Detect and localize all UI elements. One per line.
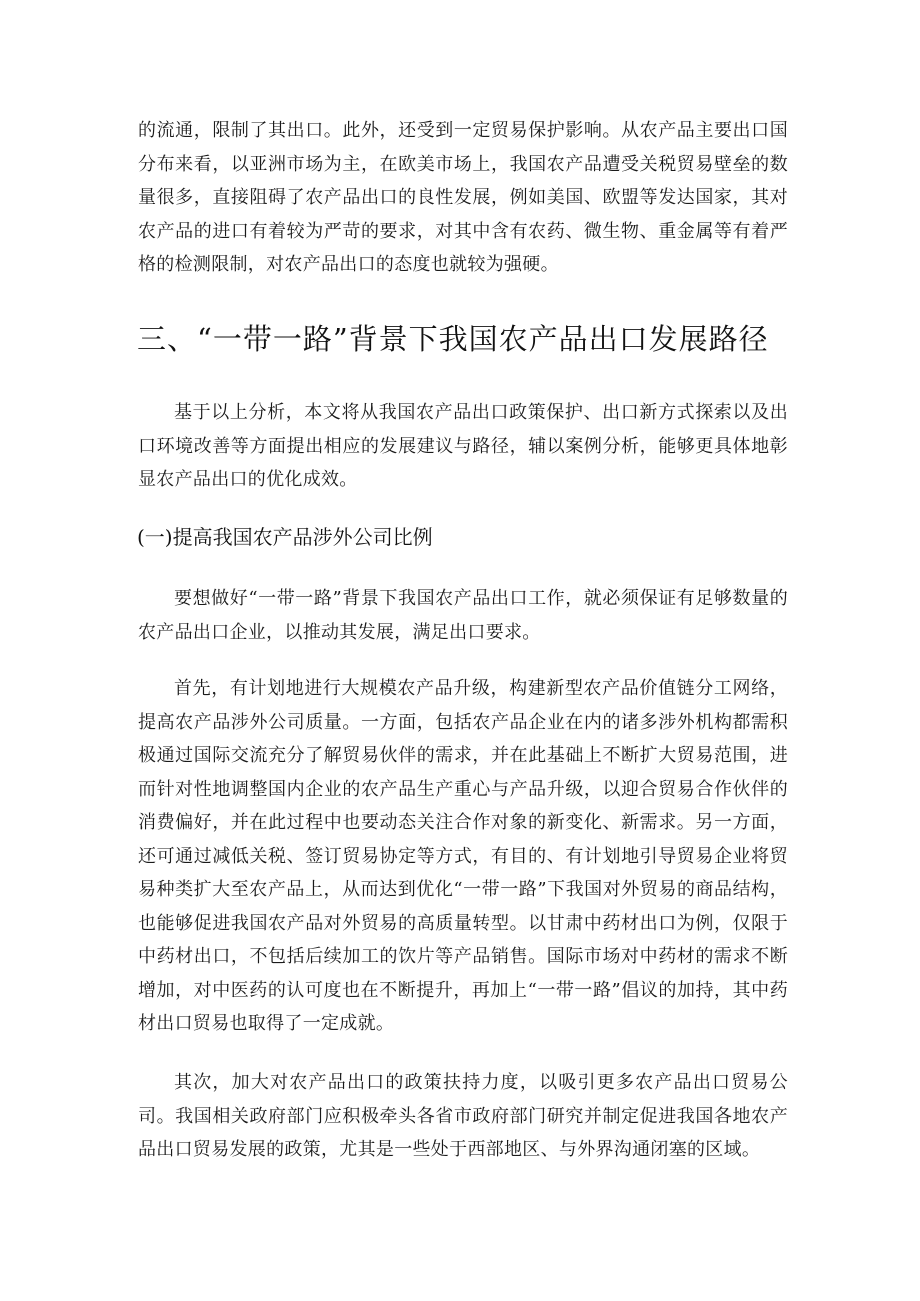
subsection-heading: (一)提高我国农产品涉外公司比例 [137, 525, 433, 549]
body-paragraph-intro: 基于以上分析，本文将从我国农产品出口政策保护、出口新方式探索以及出口环境改善等方面提出相应的发展建议与路径，辅以案例分析，能够更具体地彰显农产品出口的优化成效。 [138, 402, 788, 490]
body-paragraph: 首先，有计划地进行大规模农产品升级，构建新型农产品价值链分工网络，提高农产品涉外公司质量。一方面，包括农产品企业在内的诸多涉外机构都需积极通过国际交流充分了解贸易伙伴的需求，并在此基础上不断扩大贸易范围，进而针对性地调整国内企业的农产品生产重心与产品升级，以迎合贸易合作伙伴的消费偏好，并在此过程中也要动态关注合作对象的新变化、新需求。另一方面，还可通过减低关税、签订贸易协定等方式，有目的、有计划地引导贸易企业将贸易种类扩大至农产品上，从而达到优化“一带一路”下我国对外贸易的商品结构，也能够促进我国农产品对外贸易的高质量转型。以甘肃中药材出口为例，仅限于中药材出口，不包括后续加工的饮片等产品销售。国际市场对中药材的需求不断增加，对中医药的认可度也在不断提升，再加上“一带一路”倡议的加持，其中药材出口贸易也取得了一定成就。 [138, 678, 788, 1034]
body-paragraph: 要想做好“一带一路”背景下我国农产品出口工作，就必须保证有足够数量的农产品出口企业，以推动其发展，满足出口要求。 [138, 588, 788, 643]
body-paragraph: 其次，加大对农产品出口的政策扶持力度，以吸引更多农产品出口贸易公司。我国相关政府部门应积极牵头各省市政府部门研究并制定促进我国各地农产品出口贸易发展的政策，尤其是一些处于西部地区、与外界沟通闭塞的区域。 [138, 1072, 788, 1160]
body-paragraph-continuation: 的流通，限制了其出口。此外，还受到一定贸易保护影响。从农产品主要出口国分布来看，以亚洲市场为主，在欧美市场上，我国农产品遭受关税贸易壁垒的数量很多，直接阻碍了农产品出口的良性发展，例如美国、欧盟等发达国家，其对农产品的进口有着较为严苛的要求，对其中含有农药、微生物、重金属等有着严格的检测限制，对农产品出口的态度也就较为强硬。 [138, 120, 788, 275]
section-heading: 三、“一带一路”背景下我国农产品出口发展路径 [137, 322, 769, 356]
